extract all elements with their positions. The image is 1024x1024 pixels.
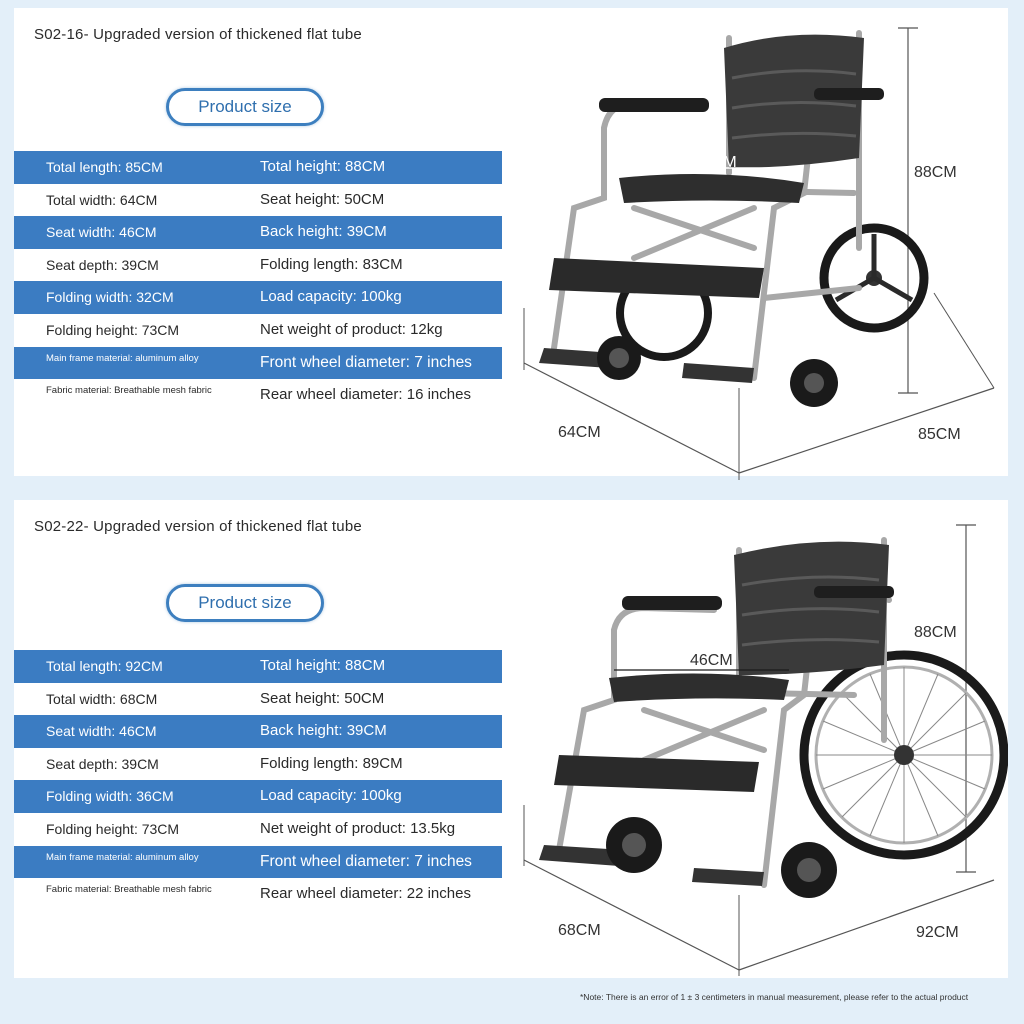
spec-row — [14, 878, 502, 911]
spec-cell: Net weight of product: 13.5kg — [260, 819, 456, 837]
spec-cell: Load capacity: 100kg — [260, 787, 402, 805]
spec-row — [14, 780, 502, 813]
spec-cell: Load capacity: 100kg — [260, 288, 402, 306]
width-label: 68CM — [558, 922, 601, 939]
spec-row — [14, 748, 502, 781]
product-size-badge: Product size — [166, 584, 324, 622]
product-panel-s02-16 — [14, 8, 1008, 476]
spec-row — [14, 184, 502, 217]
height-label: 88CM — [914, 164, 957, 181]
spec-cell: Main frame material: aluminum alloy — [46, 851, 199, 863]
spec-cell: Rear wheel diameter: 22 inches — [260, 885, 471, 903]
wheelchair-illustration — [514, 500, 1008, 978]
measurement-note: *Note: There is an error of 1 ± 3 centimeters in manual measurement, please refer to the actual product — [580, 992, 969, 1002]
spec-cell: Folding length: 89CM — [260, 754, 403, 772]
seat-width-label: 46CM — [690, 652, 733, 669]
length-label: 85CM — [918, 426, 961, 443]
spec-row — [14, 846, 502, 879]
spec-cell: Folding length: 83CM — [260, 255, 403, 273]
spec-row — [14, 715, 502, 748]
spec-cell: Total length: 85CM — [46, 159, 163, 175]
spec-cell: Folding height: 73CM — [46, 321, 180, 338]
spec-cell: Total length: 92CM — [46, 658, 163, 674]
spec-row — [14, 216, 502, 249]
spec-cell: Rear wheel diameter: 16 inches — [260, 386, 471, 404]
spec-cell: Folding height: 73CM — [46, 820, 180, 837]
spec-cell: Seat height: 50CM — [260, 689, 385, 707]
spec-cell: Folding width: 36CM — [46, 788, 174, 805]
spec-cell: Net weight of product: 12kg — [260, 320, 443, 338]
spec-cell: Seat width: 46CM — [46, 723, 157, 740]
spec-row — [14, 683, 502, 716]
product-size-badge: Product size — [166, 88, 324, 126]
spec-row — [14, 151, 502, 184]
spec-cell: Front wheel diameter: 7 inches — [260, 353, 472, 371]
spec-cell: Seat height: 50CM — [260, 190, 385, 208]
spec-cell: Seat depth: 39CM — [46, 755, 159, 772]
spec-cell: Total height: 88CM — [260, 657, 386, 674]
panel-title: S02-16- Upgraded version of thickened flat tube — [34, 26, 362, 43]
spec-row — [14, 650, 502, 683]
spec-table — [14, 650, 502, 911]
spec-row — [14, 249, 502, 282]
wheelchair-illustration — [514, 8, 1008, 486]
width-label: 64CM — [558, 424, 601, 441]
spec-cell: Total width: 64CM — [46, 191, 158, 208]
wheelchair-diagram — [514, 8, 1008, 486]
spec-cell: Main frame material: aluminum alloy — [46, 352, 199, 364]
spec-cell: Seat depth: 39CM — [46, 256, 159, 273]
wheelchair-diagram — [514, 500, 1008, 978]
spec-cell: Back height: 39CM — [260, 722, 387, 740]
spec-cell: Folding width: 32CM — [46, 289, 174, 306]
spec-cell: Front wheel diameter: 7 inches — [260, 852, 472, 870]
panel-title: S02-22- Upgraded version of thickened flat tube — [34, 518, 362, 535]
seat-width-label: 46CM — [694, 154, 737, 171]
spec-cell: Back height: 39CM — [260, 223, 387, 241]
height-label: 88CM — [914, 624, 957, 641]
spec-cell: Total width: 68CM — [46, 690, 158, 707]
spec-row — [14, 813, 502, 846]
spec-row — [14, 281, 502, 314]
spec-cell: Total height: 88CM — [260, 158, 386, 175]
spec-table — [14, 151, 502, 412]
spec-cell: Fabric material: Breathable mesh fabric — [46, 884, 212, 896]
product-panel-s02-22 — [14, 500, 1008, 978]
spec-row — [14, 314, 502, 347]
length-label: 92CM — [916, 924, 959, 941]
spec-row — [14, 379, 502, 412]
spec-row — [14, 347, 502, 380]
spec-cell: Fabric material: Breathable mesh fabric — [46, 385, 212, 397]
spec-cell: Seat width: 46CM — [46, 224, 157, 241]
